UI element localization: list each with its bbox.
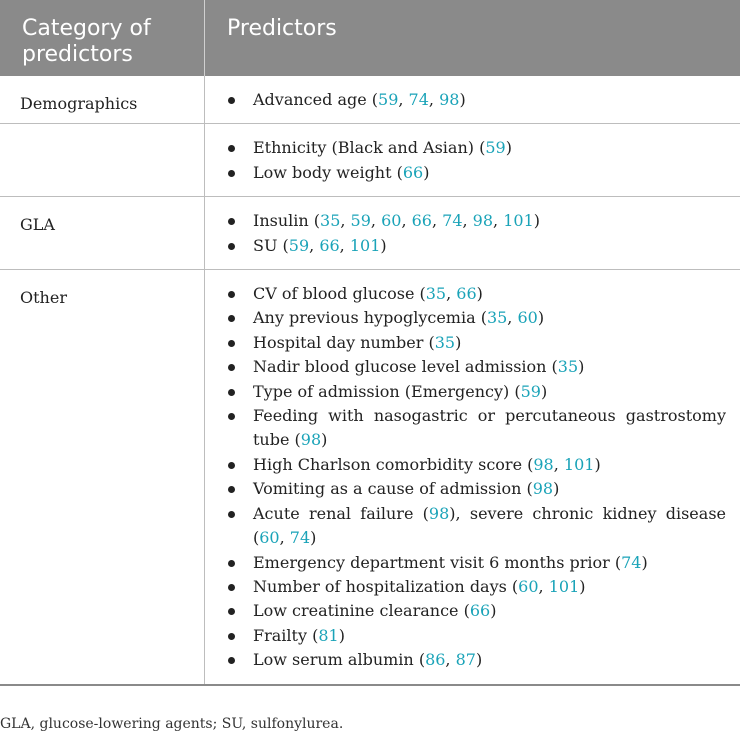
predictor-item: Number of hospitalization days (60, 101) <box>205 575 726 599</box>
reference-link[interactable]: 101 <box>563 454 595 474</box>
predictor-text: Nadir blood glucose level admission <box>253 357 547 377</box>
predictor-text: Emergency department visit 6 months prior <box>253 552 610 572</box>
bullet-icon <box>228 97 235 104</box>
predictor-item: Type of admission (Emergency) (59) <box>205 380 726 404</box>
predictor-text: Hospital day number <box>253 332 424 352</box>
reference-link[interactable]: 66 <box>319 235 340 255</box>
predictors-cell <box>205 76 740 123</box>
predictor-text: Any previous hypoglycemia <box>253 308 476 328</box>
predictor-item: Low serum albumin (86, 87) <box>205 648 726 672</box>
bullet-icon <box>228 145 235 152</box>
reference-link[interactable]: 60 <box>518 576 539 596</box>
bullet-icon <box>228 584 235 591</box>
category-cell: GLA <box>0 197 205 269</box>
reference-link[interactable]: 98 <box>472 211 494 231</box>
predictor-item: Vomiting as a cause of admission (98) <box>205 477 726 501</box>
reference-link[interactable]: 59 <box>485 138 506 158</box>
header-predictors: Predictors <box>227 16 337 41</box>
reference-link[interactable]: 81 <box>318 625 339 645</box>
reference-link[interactable]: 74 <box>289 528 311 548</box>
reference-link[interactable]: 35 <box>557 357 579 377</box>
table-row <box>0 196 740 269</box>
predictor-item: High Charlson comorbidity score (98, 101) <box>205 453 726 477</box>
reference-link[interactable]: 101 <box>503 211 534 231</box>
reference-link[interactable]: 35 <box>425 284 447 304</box>
reference-link[interactable]: 59 <box>350 211 371 231</box>
reference-link[interactable]: 74 <box>408 90 429 109</box>
header-category-line2: predictors <box>22 42 133 67</box>
reference-link[interactable]: 98 <box>439 90 460 109</box>
bullet-icon <box>228 413 235 420</box>
predictor-list <box>205 88 726 112</box>
predictors-cell <box>205 197 740 269</box>
predictor-text: Acute renal failure <box>253 503 414 523</box>
predictor-text: Vomiting as a cause of admission <box>253 479 522 499</box>
bullet-icon <box>228 486 235 493</box>
predictor-item: Frailty (81) <box>205 624 726 648</box>
reference-link[interactable]: 98 <box>428 503 450 523</box>
reference-link[interactable]: 98 <box>300 430 322 450</box>
reference-link[interactable]: 98 <box>533 454 554 474</box>
reference-link[interactable]: 35 <box>486 308 508 328</box>
predictor-item: Low creatinine clearance (66) <box>205 599 726 623</box>
predictor-item: Feeding with nasogastric or percutaneous gastrostomy tube (98) <box>205 404 726 453</box>
bullet-icon <box>228 389 235 396</box>
predictor-text: Feeding with nasogastric or percutaneous gastrostomy tube <box>253 406 726 450</box>
predictor-text: Number of hospitalization days <box>253 576 507 596</box>
reference-link[interactable]: 59 <box>520 381 541 401</box>
bullet-icon <box>228 560 235 567</box>
reference-link[interactable]: 35 <box>320 211 341 231</box>
bullet-icon <box>228 243 235 250</box>
header-category-line1: Category of <box>22 16 151 41</box>
reference-link[interactable]: 60 <box>381 211 402 231</box>
category-cell: Demographics <box>0 76 205 123</box>
bullet-icon <box>228 462 235 469</box>
reference-link[interactable]: 66 <box>411 211 432 231</box>
reference-link[interactable]: 59 <box>288 235 310 255</box>
reference-link[interactable]: 66 <box>402 162 424 182</box>
reference-link[interactable]: 59 <box>378 90 399 109</box>
predictor-item: Any previous hypoglycemia (35, 60) <box>205 306 726 330</box>
bullet-icon <box>228 218 235 225</box>
predictor-item: Nadir blood glucose level admission (35) <box>205 355 726 379</box>
predictor-text: CV of blood glucose <box>253 284 415 304</box>
reference-link[interactable]: 87 <box>455 650 476 670</box>
reference-link[interactable]: 60 <box>259 528 280 548</box>
predictor-item: Ethnicity (Black and Asian) (59) <box>205 136 726 160</box>
predictor-item: Acute renal failure (98), severe chronic kidney disease (60, 74) <box>205 502 726 551</box>
reference-link[interactable]: 98 <box>532 479 554 499</box>
reference-link[interactable]: 101 <box>349 235 381 255</box>
table-row <box>0 269 740 684</box>
bullet-icon <box>228 170 235 177</box>
predictor-text: Low body weight <box>253 162 392 182</box>
table-footnote: GLA, glucose-lowering agents; SU, sulfonylurea. <box>0 716 344 732</box>
reference-link[interactable]: 35 <box>434 332 456 352</box>
predictor-text: SU <box>253 235 278 255</box>
predictor-item: Insulin (35, 59, 60, 66, 74, 98, 101) <box>205 209 726 233</box>
bullet-icon <box>228 608 235 615</box>
predictor-text: Advanced age <box>253 90 367 109</box>
predictor-text: severe chronic kidney disease <box>469 503 726 523</box>
predictor-list <box>205 282 726 673</box>
reference-link[interactable]: 66 <box>456 284 477 304</box>
predictor-item: Advanced age (59, 74, 98) <box>205 88 726 112</box>
reference-link[interactable]: 60 <box>517 308 538 328</box>
reference-link[interactable]: 86 <box>425 650 446 670</box>
predictor-text: High Charlson comorbidity score <box>253 454 523 474</box>
predictor-text: Low serum albumin <box>253 650 414 670</box>
bullet-icon <box>228 633 235 640</box>
predictors-cell <box>205 124 740 196</box>
header-category <box>0 0 205 76</box>
predictor-text: Low creatinine clearance <box>253 601 459 621</box>
reference-link[interactable]: 74 <box>442 211 463 231</box>
category-cell: Other <box>0 270 205 684</box>
bullet-icon <box>228 657 235 664</box>
predictor-list <box>205 136 726 185</box>
predictors-cell <box>205 270 740 684</box>
reference-link[interactable]: 66 <box>469 601 491 621</box>
predictor-item: Hospital day number (35) <box>205 331 726 355</box>
bullet-icon <box>228 291 235 298</box>
predictor-text: Ethnicity (Black and Asian) <box>253 138 475 158</box>
predictor-text: Insulin <box>253 211 309 231</box>
reference-link[interactable]: 101 <box>548 576 580 596</box>
table-row <box>0 76 740 123</box>
bullet-icon <box>228 364 235 371</box>
category-cell <box>0 124 205 196</box>
table-header <box>0 0 740 76</box>
predictor-item: SU (59, 66, 101) <box>205 234 726 258</box>
predictor-list <box>205 209 726 258</box>
predictor-item: Low body weight (66) <box>205 161 726 185</box>
reference-link[interactable]: 74 <box>621 552 642 572</box>
table-row <box>0 123 740 196</box>
predictor-item: Emergency department visit 6 months prior (74) <box>205 551 726 575</box>
predictor-item: CV of blood glucose (35, 66) <box>205 282 726 306</box>
predictor-text: Frailty <box>253 625 307 645</box>
bullet-icon <box>228 511 235 518</box>
table-body <box>0 76 740 684</box>
predictor-text: Type of admission (Emergency) <box>253 381 510 401</box>
bullet-icon <box>228 315 235 322</box>
bullet-icon <box>228 340 235 347</box>
